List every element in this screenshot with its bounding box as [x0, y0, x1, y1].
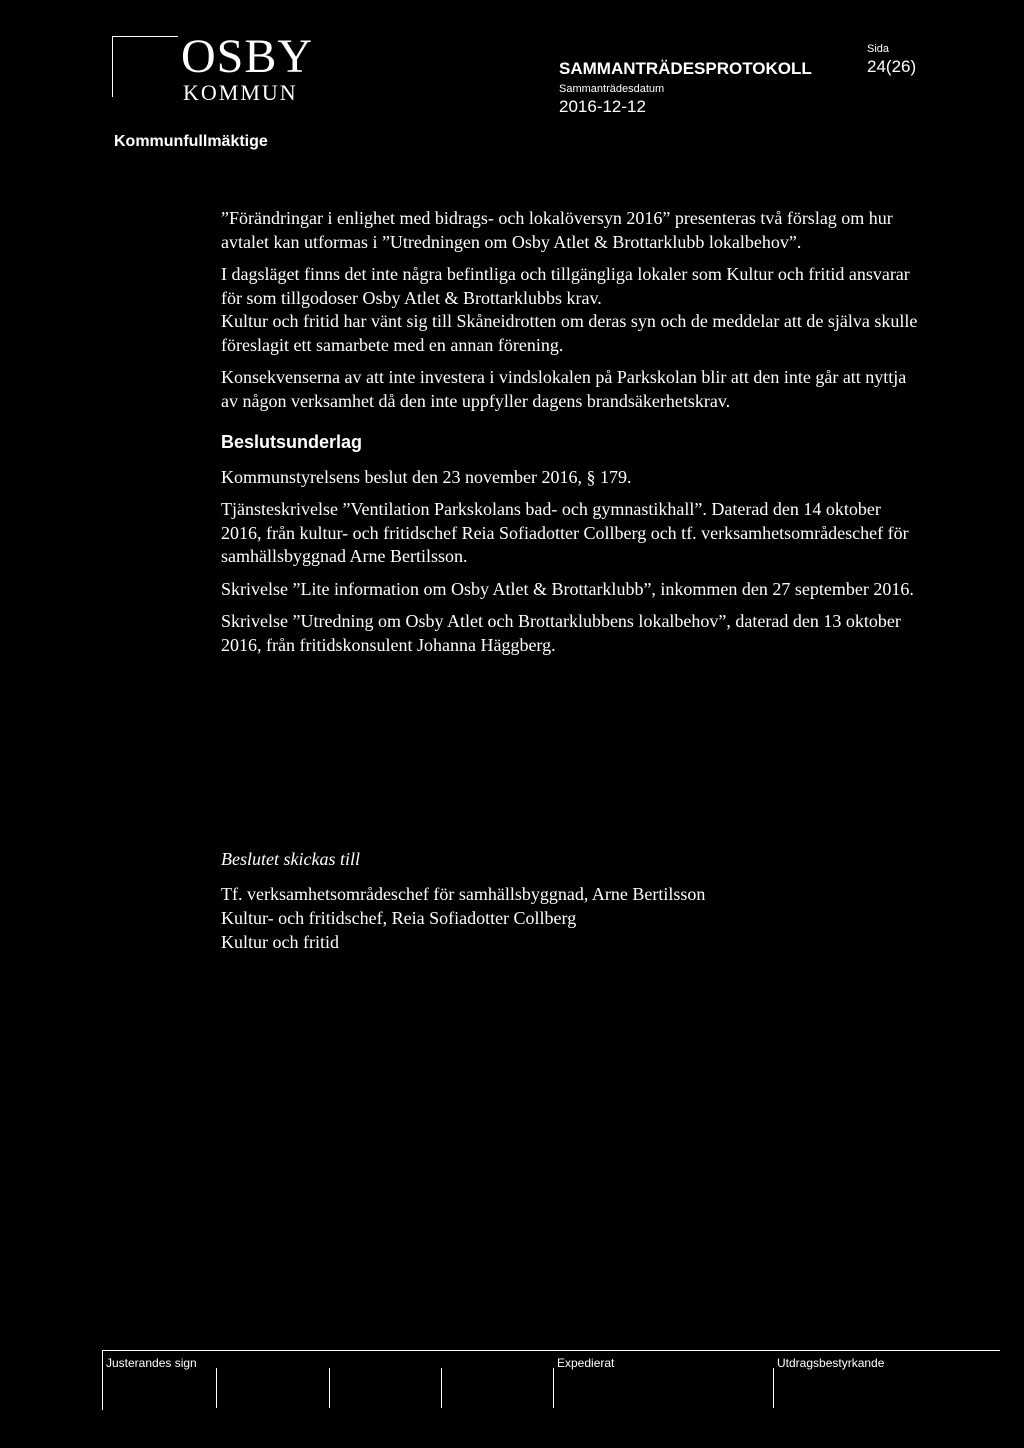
footer-divider — [102, 1350, 103, 1410]
basis-item: Kommunstyrelsens beslut den 23 november 2016, § 179. — [221, 466, 632, 487]
expedierat-label: Expedierat — [557, 1356, 615, 1370]
logo-subtitle: KOMMUN — [183, 80, 298, 105]
distribution-heading: Beslutet skickas till — [221, 849, 360, 869]
page-number: 24(26) — [867, 57, 917, 76]
paragraph: Konsekvenserna av att inte investera i vindslokalen på Parkskolan blir att den inte går att nyttja av någon verksamhet då den inte uppfyller dagens brandsäkerhetskrav. — [221, 367, 907, 411]
logo-name: OSBY — [181, 30, 314, 83]
recipient: Kultur- och fritidschef, Reia Sofiadotter Collberg — [221, 908, 577, 928]
document-body — [221, 207, 921, 666]
paragraph: Kultur och fritid har vänt sig till Skåneidrotten om deras syn och de meddelar att de själva skulle föreslagit ett samarbete med en annan förening. — [221, 311, 918, 355]
logo-frame — [112, 36, 178, 97]
basis-item: Skrivelse ”Utredning om Osby Atlet och Brottarklubbens lokalbehov”, daterad den 13 oktober 2016, från fritidskonsulent Johanna Häggberg. — [221, 611, 901, 655]
basis-item: Skrivelse ”Lite information om Osby Atlet & Brottarklubb”, inkommen den 27 september 2016. — [221, 578, 914, 599]
basis-item: Tjänsteskrivelse ”Ventilation Parkskolans bad- och gymnastikhall”. Daterad den 14 oktober 2016, från kultur- och fritidschef Reia Sofiadotter Collberg och tf. verksamhetsområdeschef för samhällsbyggnad Arne Bertilsson. — [221, 499, 909, 566]
recipient: Tf. verksamhetsområdeschef för samhällsbyggnad, Arne Bertilsson — [221, 884, 706, 904]
footer-rule — [102, 1350, 1000, 1351]
signature-box-divider — [329, 1368, 330, 1408]
paragraph: ”Förändringar i enlighet med bidrags- och lokalöversyn 2016” presenteras två förslag om hur avtalet kan utformas i ”Utredningen om Osby Atlet & Brottarklubb lokalbehov”. — [221, 208, 893, 252]
signature-box-divider — [441, 1368, 442, 1408]
page-label: Sida — [867, 43, 890, 55]
org-unit: Kommunfullmäktige — [114, 133, 268, 150]
utdragsbestyrkande-label: Utdragsbestyrkande — [777, 1356, 885, 1370]
date-value: 2016-12-12 — [559, 97, 646, 116]
distribution-list — [221, 882, 705, 954]
signature-box-divider — [216, 1368, 217, 1408]
paragraph: I dagsläget finns det inte några befintliga och tillgängliga lokaler som Kultur och fritid ansvarar för som tillgodoser Osby Atlet & Brottarklubbs krav. — [221, 264, 910, 308]
document-type: SAMMANTRÄDESPROTOKOLL — [559, 59, 812, 78]
date-label: Sammanträdesdatum — [559, 83, 665, 95]
signature-box-divider — [553, 1368, 554, 1408]
section-heading: Beslutsunderlag — [221, 432, 363, 452]
justerandes-sign-label: Justerandes sign — [106, 1356, 197, 1370]
recipient: Kultur och fritid — [221, 932, 339, 952]
signature-box-divider — [773, 1368, 774, 1408]
